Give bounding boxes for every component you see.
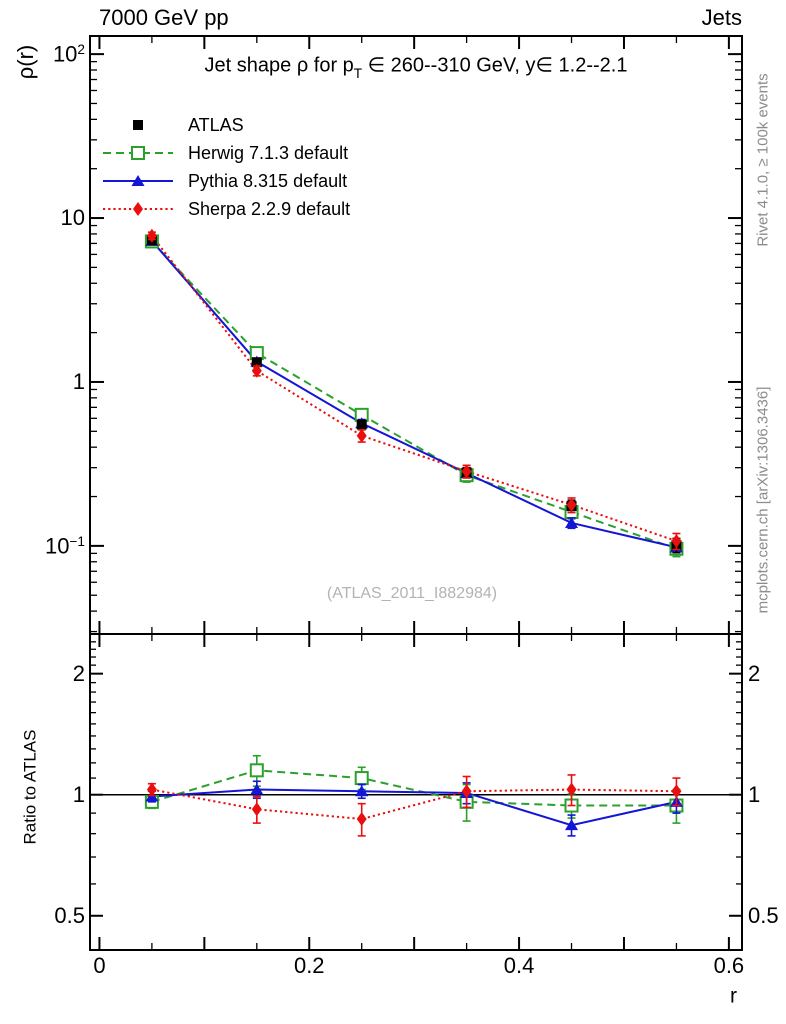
legend-label: Pythia 8.315 default — [188, 170, 348, 191]
legend-item-sherpa — [101, 195, 350, 223]
ratio-y-tick-label-right: 2 — [748, 660, 761, 686]
plot-title-pre: Jet shape ρ for p — [204, 54, 354, 77]
x-axis-title: r — [730, 984, 737, 1008]
main-y-tick-label: 10 — [60, 205, 85, 231]
x-tick-label: 0.4 — [503, 953, 535, 978]
square-filled-icon — [101, 115, 175, 135]
legend-item-herwig — [101, 139, 350, 167]
legend-label: Herwig 7.1.3 default — [188, 142, 349, 163]
ratio-y-tick-label-left: 0.5 — [54, 902, 85, 928]
plot-title — [205, 56, 628, 81]
square-open-icon — [101, 143, 175, 163]
ratio-y-axis-title: Ratio to ATLAS — [20, 729, 40, 845]
main-y-tick-label: $10^2$ — [52, 41, 85, 67]
analysis-id-watermark: (ATLAS_2011_I882984) — [326, 585, 498, 602]
legend-item-pythia — [101, 167, 350, 195]
analysis-group-label: Jets — [701, 5, 742, 30]
ratio-y-tick-label-left: 1 — [72, 781, 85, 807]
legend-label: Sherpa 2.2.9 default — [188, 198, 351, 219]
rivet-version-credit: Rivet 4.1.0, ≥ 100k events — [754, 73, 772, 247]
plot-title-subscript: T — [353, 65, 363, 81]
diamond-filled-icon — [101, 199, 175, 219]
plot-title-post: ∈ 260--310 GeV, y∈ 1.2--2.1 — [362, 54, 628, 77]
ratio-y-tick-label-right: 0.5 — [748, 902, 779, 928]
mcplots-credit: mcplots.cern.ch [arXiv:1306.3436] — [754, 386, 772, 614]
main-y-tick-label: 1 — [72, 368, 85, 394]
main-y-tick-label: $10^{-1}$ — [44, 533, 85, 559]
x-tick-label: 0.6 — [713, 953, 745, 978]
legend — [101, 111, 350, 223]
beam-energy-label: 7000 GeV pp — [99, 5, 229, 30]
x-tick-label: 0.2 — [293, 953, 325, 978]
x-tick-label: 0 — [93, 953, 106, 978]
ratio-y-tick-label-left: 2 — [72, 660, 85, 686]
main-y-axis-title: ρ(r) — [13, 44, 38, 80]
legend-item-atlas — [101, 111, 350, 139]
ratio-y-tick-label-right: 1 — [748, 781, 761, 807]
triangle-filled-icon — [101, 171, 175, 191]
legend-label: ATLAS — [188, 114, 244, 135]
